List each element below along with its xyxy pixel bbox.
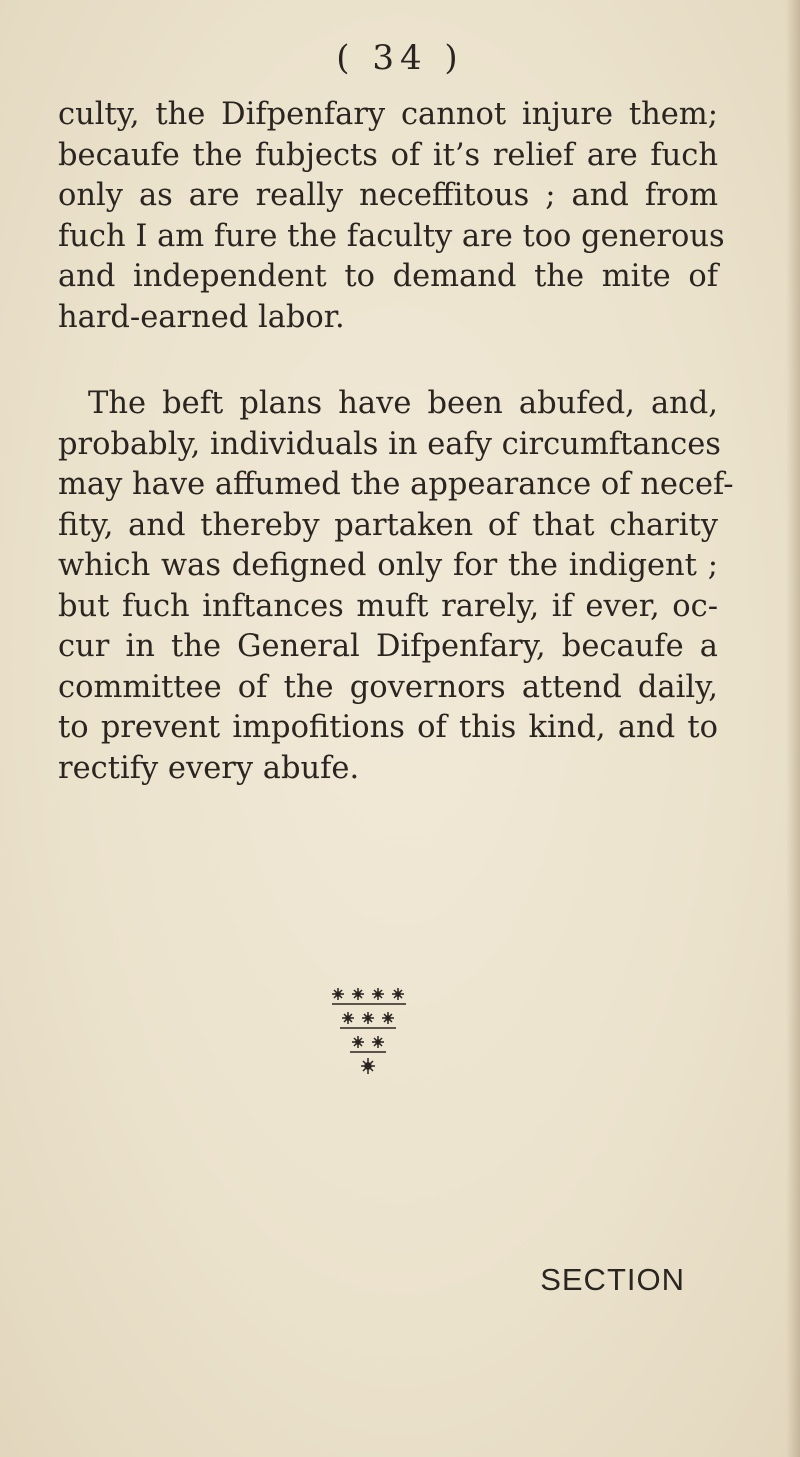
text-line: cur in the General Difpenfary, becaufe a xyxy=(58,629,718,664)
text-line: probably, individuals in eafy circumftances xyxy=(58,426,721,462)
text-line: culty, the Difpenfary cannot injure them; xyxy=(58,97,718,132)
page-edge-shadow xyxy=(786,0,800,1457)
text-line: only as are really neceffitous ; and from xyxy=(58,178,718,213)
text-line: hard-earned labor. xyxy=(58,299,345,335)
text-line: may have affumed the appearance of necef- xyxy=(58,467,734,502)
text-line: The beft plans have been abufed, and, xyxy=(88,386,718,421)
text-line: to prevent impofitions of this kind, and to xyxy=(58,710,718,745)
text-line: committee of the governors attend daily, xyxy=(58,669,718,705)
text-line: which was defigned only for the indigent ; xyxy=(58,548,718,583)
text-line: fuch I am fure the faculty are too generous xyxy=(58,218,725,254)
paragraph-1 xyxy=(58,95,725,338)
text-line: fity, and thereby partaken of that charity xyxy=(58,507,718,543)
text-line: becaufe the fubjects of it’s relief are fuch xyxy=(58,137,718,173)
printers-flower-ornament-icon xyxy=(326,982,416,1082)
text-line: but fuch inftances muft rarely, if ever, oc- xyxy=(58,588,718,624)
text-line: and independent to demand the mite of xyxy=(58,259,718,294)
page-number: ( 34 ) xyxy=(336,38,464,78)
catchword: SECTION xyxy=(540,1262,685,1297)
text-line: rectify every abufe. xyxy=(58,750,360,786)
paragraph-2 xyxy=(58,384,734,789)
